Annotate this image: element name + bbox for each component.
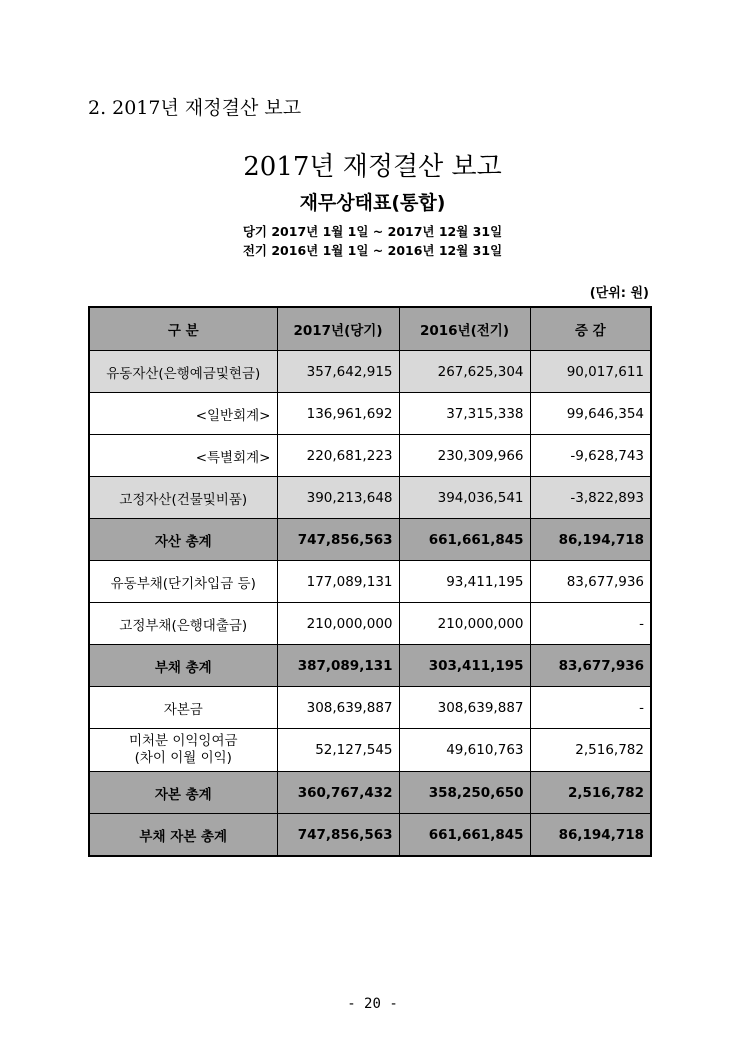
value-2016: 210,000,000: [399, 603, 530, 645]
table-row: [89, 561, 651, 603]
value-2016: 394,036,541: [399, 477, 530, 519]
row-label: 고정자산(건물및비품): [89, 477, 277, 519]
unit-label: (단위: 원): [589, 286, 649, 301]
document-subtitle: 재무상태표(통합): [299, 192, 446, 214]
row-label: 자본금: [89, 687, 277, 729]
value-2016: 303,411,195: [399, 645, 530, 687]
value-2017: 387,089,131: [277, 645, 399, 687]
row-label-line-2: (차이 이월 이익): [134, 750, 232, 766]
header-2016: 2016년(전기): [399, 307, 530, 351]
grand-total-row: [89, 814, 651, 857]
header-change: 증 감: [530, 307, 651, 351]
balance-sheet-table: [88, 306, 652, 857]
row-label: 부채 총계: [89, 645, 277, 687]
value-change: 86,194,718: [530, 519, 651, 561]
value-2017: 177,089,131: [277, 561, 399, 603]
page-number: - 20 -: [347, 996, 398, 1012]
row-label: 유동부채(단기차입금 등): [89, 561, 277, 603]
table-row: [89, 729, 651, 772]
value-change: -3,822,893: [530, 477, 651, 519]
row-label: [89, 729, 277, 772]
current-period: 당기 2017년 1월 1일 ~ 2017년 12월 31일: [242, 224, 503, 239]
value-2017: 220,681,223: [277, 435, 399, 477]
value-change: 83,677,936: [530, 645, 651, 687]
row-label: 유동자산(은행예금및현금): [89, 351, 277, 393]
row-label: <일반회계>: [89, 393, 277, 435]
row-label: 자본 총계: [89, 772, 277, 814]
value-2017: 747,856,563: [277, 814, 399, 857]
value-change: 83,677,936: [530, 561, 651, 603]
value-2016: 37,315,338: [399, 393, 530, 435]
value-2016: 661,661,845: [399, 519, 530, 561]
total-row: [89, 645, 651, 687]
header-category: 구 분: [89, 307, 277, 351]
row-label-line-1: 미처분 이익잉여금: [128, 733, 238, 749]
value-2017: 357,642,915: [277, 351, 399, 393]
value-change: 2,516,782: [530, 772, 651, 814]
value-2016: 230,309,966: [399, 435, 530, 477]
table-row: [89, 603, 651, 645]
table-row: [89, 351, 651, 393]
value-change: -: [530, 603, 651, 645]
value-change: 86,194,718: [530, 814, 651, 857]
table-row: [89, 477, 651, 519]
total-row: [89, 772, 651, 814]
value-change: 2,516,782: [530, 729, 651, 772]
value-2017: 390,213,648: [277, 477, 399, 519]
value-2016: 358,250,650: [399, 772, 530, 814]
value-2016: 93,411,195: [399, 561, 530, 603]
table-row: [89, 393, 651, 435]
total-row: [89, 519, 651, 561]
value-change: -: [530, 687, 651, 729]
row-label: 고정부채(은행대출금): [89, 603, 277, 645]
value-2016: 49,610,763: [399, 729, 530, 772]
value-2017: 52,127,545: [277, 729, 399, 772]
value-change: 99,646,354: [530, 393, 651, 435]
value-change: 90,017,611: [530, 351, 651, 393]
value-2017: 747,856,563: [277, 519, 399, 561]
table-row: [89, 687, 651, 729]
value-2016: 308,639,887: [399, 687, 530, 729]
value-2016: 661,661,845: [399, 814, 530, 857]
value-2017: 136,961,692: [277, 393, 399, 435]
document-title: 2017년 재정결산 보고: [243, 152, 502, 182]
row-label: 부채 자본 총계: [89, 814, 277, 857]
table-row: [89, 435, 651, 477]
row-label: 자산 총계: [89, 519, 277, 561]
section-heading: 2. 2017년 재정결산 보고: [88, 97, 302, 119]
value-2017: 210,000,000: [277, 603, 399, 645]
value-2017: 360,767,432: [277, 772, 399, 814]
value-change: -9,628,743: [530, 435, 651, 477]
prior-period: 전기 2016년 1월 1일 ~ 2016년 12월 31일: [242, 243, 503, 258]
row-label: <특별회계>: [89, 435, 277, 477]
value-2017: 308,639,887: [277, 687, 399, 729]
header-2017: 2017년(당기): [277, 307, 399, 351]
value-2016: 267,625,304: [399, 351, 530, 393]
table-header-row: [89, 307, 651, 351]
